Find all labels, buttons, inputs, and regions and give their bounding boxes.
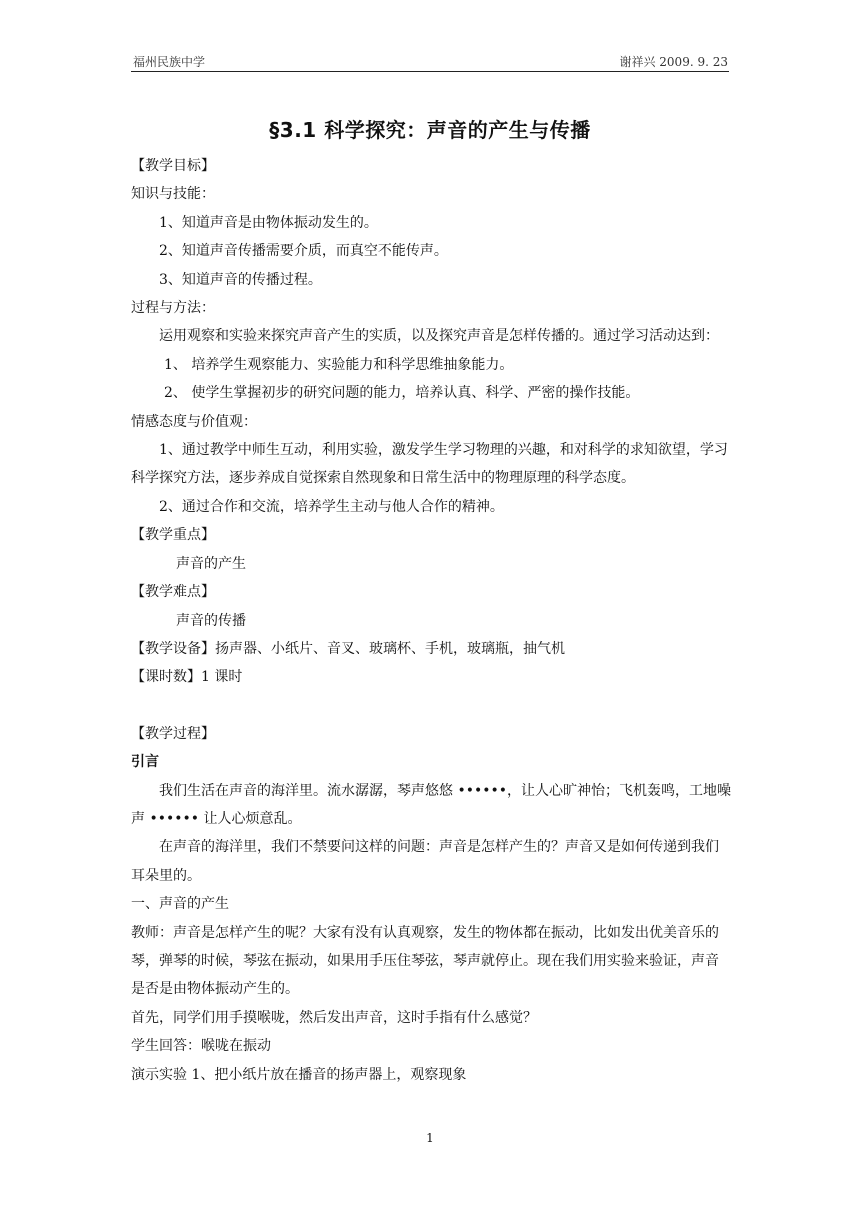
knowledge-heading: 知识与技能： (131, 186, 215, 203)
header-school: 福州民族中学 (133, 55, 206, 69)
emotion-item: 1、通过教学中师生互动，利用实验，激发学生学习物理的兴趣，和对科学的求知欲望，学习科学探究方法，逐步养成自觉探索自然现象和日常生活中的物理原理的科学态度。 (131, 442, 728, 487)
teacher-paragraph: 教师：声音是怎样产生的呢？大家有没有认真观察，发生的物体都在振动，比如发出优美音乐的琴，弹琴的时候，琴弦在振动，如果用手压住琴弦，琴声就停止。现在我们用实验来验证，声音是否是由物体振动产生的。 (131, 924, 719, 998)
intro-paragraph: 在声音的海洋里，我们不禁要问这样的问题：声音是怎样产生的？声音又是如何传递到我们耳朵里的。 (131, 839, 719, 884)
objectives-heading: 【教学目标】 (131, 158, 215, 174)
header-rule (131, 71, 729, 72)
section-heading: 一、声音的产生 (131, 896, 229, 913)
process-item: 1、 培养学生观察能力、实验能力和科学思维抽象能力。 (164, 356, 514, 373)
process-intro: 运用观察和实验来探究声音产生的实质，以及探究声音是怎样传播的。通过学习活动达到： (159, 328, 719, 345)
equipment-line: 【教学设备】扬声器、小纸片、音叉、玻璃杯、手机，玻璃瓶，抽气机 (131, 640, 565, 657)
process-item: 2、 使学生掌握初步的研究问题的能力，培养认真、科学、严密的操作技能。 (164, 385, 640, 402)
demo-experiment-1: 演示实验 1、把小纸片放在播音的扬声器上，观察现象 (131, 1066, 467, 1083)
document-body (131, 152, 731, 1089)
header-author-date: 谢祥兴 2009. 9. 23 (619, 55, 728, 69)
emotion-heading: 情感态度与价值观： (131, 413, 257, 430)
page-title: §3.1 科学探究：声音的产生与传播 (269, 118, 591, 142)
knowledge-item: 2、知道声音传播需要介质，而真空不能传声。 (159, 243, 448, 260)
blank-line (131, 692, 731, 720)
key-text: 声音的产生 (176, 555, 246, 572)
page-number: 1 (426, 1131, 434, 1145)
hours-line: 【课时数】1 课时 (131, 669, 243, 686)
first-question: 首先，同学们用手摸喉咙，然后发出声音，这时手指有什么感觉？ (131, 1009, 537, 1026)
emotion-item: 2、通过合作和交流，培养学生主动与他人合作的精神。 (159, 498, 504, 515)
teaching-process-heading: 【教学过程】 (131, 725, 215, 742)
intro-paragraph: 我们生活在声音的海洋里。流水潺潺，琴声悠悠 ••••••，让人心旷神怡；飞机轰鸣，工地噪声 •••••• 让人心烦意乱。 (131, 782, 731, 827)
student-answer: 学生回答：喉咙在振动 (131, 1038, 271, 1055)
intro-heading: 引言 (131, 754, 159, 771)
key-heading: 【教学重点】 (131, 527, 215, 544)
difficult-heading: 【教学难点】 (131, 584, 215, 601)
knowledge-item: 3、知道声音的传播过程。 (159, 271, 322, 288)
difficult-text: 声音的传播 (176, 612, 246, 629)
knowledge-item: 1、知道声音是由物体振动发生的。 (159, 214, 378, 231)
process-heading: 过程与方法： (131, 300, 215, 317)
